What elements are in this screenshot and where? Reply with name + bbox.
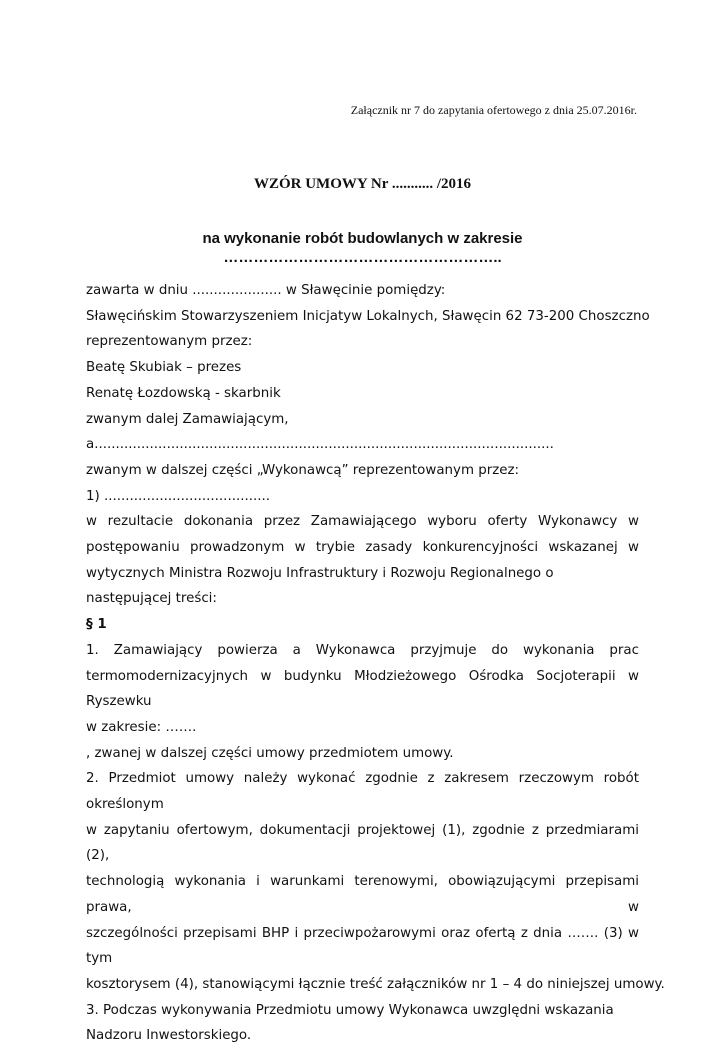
body-line-president: Beatę Skubiak – prezes [86,360,242,376]
body-line-clause2-5: kosztorysem (4), stanowiącymi łącznie treść załączników nr 1 – 4 do niniejszej umowy. [86,976,665,992]
body-line-and-contractor: a............................................................................................................ [86,437,554,453]
body-line-clause1-2: termomodernizacyjnych w budynku Młodzieżowego Ośrodka Socjoterapii w Ryszewku [86,668,639,710]
contract-body [86,278,665,1049]
body-line-represented-by: reprezentowanym przez: [86,334,253,350]
body-line-following-content: następującej treści: [86,591,217,607]
body-line-clause3-1: 3. Podczas wykonywania Przedmiotu umowy Wykonawca uwzględni wskazania [86,1002,614,1018]
subtitle-line-2: ……………………………………………….. [223,249,502,266]
body-line-signed-on: zawarta w dniu ..................... w Sławęcinie pomiędzy: [86,283,446,298]
body-line-result-3: wytycznych Ministra Rozwoju Infrastruktury i Rozwoju Regionalnego o [86,565,554,581]
section-heading-1: § 1 [86,617,107,633]
body-line-clause2-2: w zapytaniu ofertowym, dokumentacji projektowej (1), zgodnie z przedmiarami (2), [86,822,639,864]
contract-title: WZÓR UMOWY Nr ........... /2016 [253,176,472,192]
body-line-clause1-4: , zwanej w dalszej części umowy przedmiotem umowy. [86,745,454,761]
body-line-ordering-party: zwanym dalej Zamawiającym, [86,411,289,427]
contract-subtitle [0,229,725,267]
body-line-clause3-2: Nadzoru Inwestorskiego. [86,1028,252,1044]
body-line-treasurer: Renatę Łozdowską - skarbnik [86,385,281,401]
body-line-clause2-4: szczególności przepisami BHP i przeciwpożarowymi oraz ofertą z dnia ……. (3) w tym [86,925,639,967]
body-line-clause2-3: technologią wykonania i warunkami terenowymi, obowiązującymi przepisami prawa, w [86,874,639,915]
body-line-clause2-1: 2. Przedmiot umowy należy wykonać zgodnie z zakresem rzeczowym robót określonym [86,771,639,813]
body-line-result-2: postępowaniu prowadzonym w trybie zasady konkurencyjności wskazanej w [86,540,639,556]
annex-note: Załącznik nr 7 do zapytania ofertowego z dnia 25.07.2016r. [350,103,637,117]
body-line-clause1-3: w zakresie: ……. [86,719,197,735]
body-line-contractor-def: zwanym w dalszej części „Wykonawcą” reprezentowanym przez: [86,462,520,478]
body-line-representative-1: 1) ....................................... [86,488,271,504]
body-line-result-1: w rezultacie dokonania przez Zamawiającego wyboru oferty Wykonawcy w [86,514,639,530]
body-line-clause1-1: 1. Zamawiający powierza a Wykonawca przyjmuje do wykonania prac [86,642,639,658]
body-line-association: Sławęcińskim Stowarzyszeniem Inicjatyw Lokalnych, Sławęcin 62 73-200 Choszczno [86,308,650,324]
subtitle-line-1: na wykonanie robót budowlanych w zakresie [202,230,523,247]
